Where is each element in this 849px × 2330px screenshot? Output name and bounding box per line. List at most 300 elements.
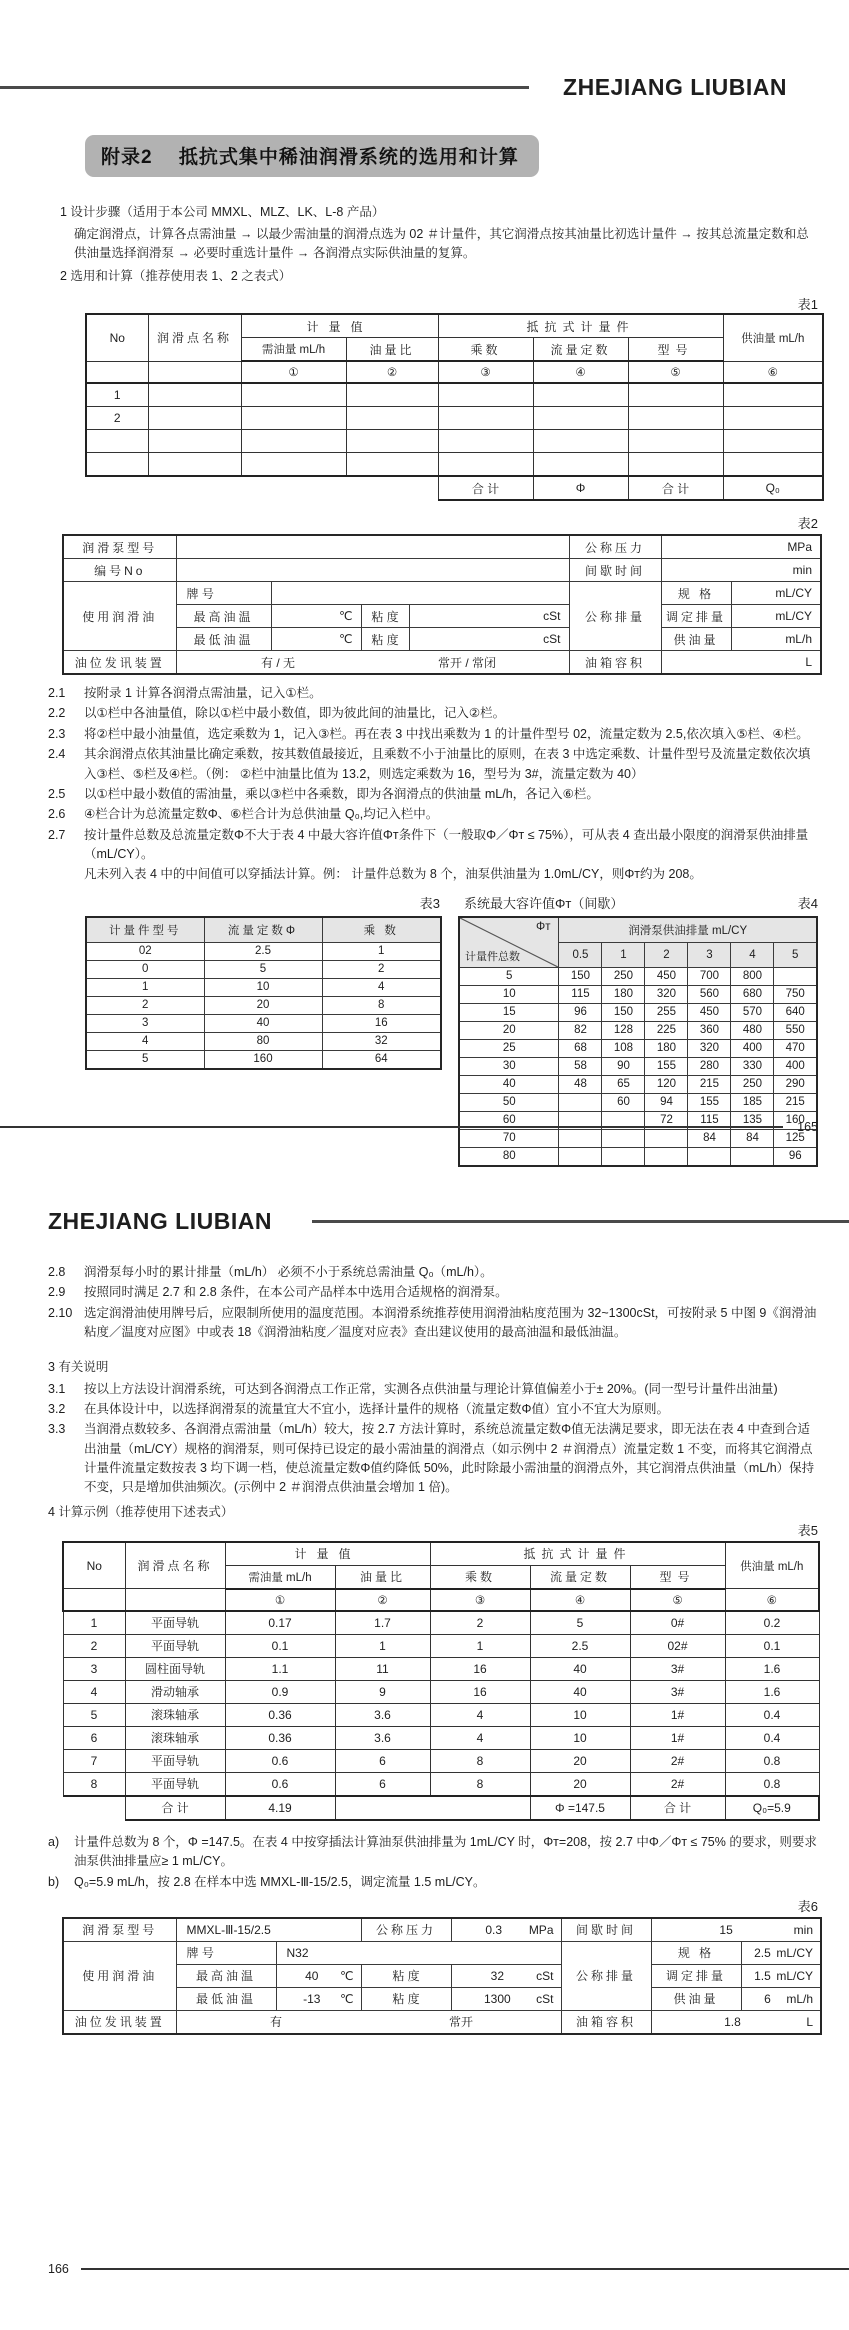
static-text <box>48 1263 820 1282</box>
table-cell: 0.17 <box>225 1611 335 1635</box>
t5-h-no: No <box>63 1542 125 1589</box>
table-cell: 10 <box>204 978 322 996</box>
table-cell: 80 <box>459 1147 559 1166</box>
t6-supply-label: 供油量 <box>651 1987 741 2010</box>
table-row <box>63 1680 819 1703</box>
table1 <box>85 313 824 501</box>
table-cell: ① <box>225 1589 335 1611</box>
static-text <box>742 1992 821 2006</box>
table-cell: 4 <box>322 978 441 996</box>
static-text <box>440 893 818 912</box>
table-cell: 550 <box>774 1021 817 1039</box>
t5-footer-total1: 合 计 <box>125 1796 225 1820</box>
table-row <box>459 1057 817 1075</box>
page1-header <box>0 74 849 101</box>
t4-corner-phi: Φᴛ <box>536 920 551 933</box>
static-text: 2.3 <box>48 726 66 741</box>
table-cell: 0.9 <box>225 1680 335 1703</box>
t2-viscosity1: 粘 度 <box>361 605 409 628</box>
table-cell <box>63 1589 125 1611</box>
table-row <box>86 942 441 960</box>
table-cell: ② <box>346 361 438 383</box>
table-cell: 0.36 <box>225 1703 335 1726</box>
static-text: 凡未列入表 4 中的中间值可以穿插法计算。例： 计量件总数为 8 个，油泵供油量为 1.0mL/CY，则Φᴛ约为 208。 <box>84 867 702 882</box>
table-cell: 滚珠轴承 <box>125 1703 225 1726</box>
table-row <box>459 1003 817 1021</box>
table-cell: 450 <box>645 967 688 985</box>
table-cell: 115 <box>559 985 602 1003</box>
static-text: 2.7 <box>48 827 66 842</box>
table-cell <box>723 430 823 453</box>
t6-unit-l: L <box>806 2014 814 2029</box>
t2-pump-model: 润滑泵型号 <box>63 535 176 559</box>
table-cell: 0.4 <box>725 1703 819 1726</box>
table-cell: 20 <box>459 1021 559 1039</box>
t1-footer-total2: 合 计 <box>628 476 723 500</box>
section-1 <box>60 203 812 286</box>
table-cell: 0 <box>86 960 204 978</box>
t1-h-need: 需油量 mL/h <box>241 338 346 362</box>
table-cell: 平面导轨 <box>125 1772 225 1796</box>
t6-pump-model-value: MMXL-Ⅲ-15/2.5 <box>176 1918 361 1942</box>
table-cell <box>628 453 723 477</box>
table-cell: 2 <box>86 407 148 430</box>
table-cell: 180 <box>645 1039 688 1057</box>
t2-unit-mlh: mL/h <box>731 628 821 651</box>
static-text: 2.10 <box>48 1305 73 1320</box>
table-cell <box>451 1987 561 2010</box>
table-cell: 1.6 <box>725 1680 819 1703</box>
appendix-title: 附录2 抵抗式集中稀油润滑系统的选用和计算 <box>85 135 539 177</box>
static-text <box>48 1400 820 1419</box>
table-row <box>86 996 441 1014</box>
table-cell: 20 <box>530 1772 630 1796</box>
table-cell: 640 <box>774 1003 817 1021</box>
table-row <box>459 1039 817 1057</box>
table-cell: 1 <box>63 1611 125 1635</box>
page1-footer <box>0 1120 818 1134</box>
t4-corner-total: 计量件总数 <box>464 950 520 963</box>
table-cell: 0.2 <box>725 1611 819 1635</box>
table-cell: 800 <box>731 967 774 985</box>
t5-h-supply: 供油量 mL/h <box>725 1542 819 1589</box>
notes-ab <box>48 1833 820 1892</box>
static-text: b) <box>48 1874 60 1889</box>
table-cell: 2.5 <box>204 942 322 960</box>
table-cell: 1 <box>430 1634 530 1657</box>
table-cell: 滑动轴承 <box>125 1680 225 1703</box>
table-cell: 700 <box>688 967 731 985</box>
table-row <box>86 978 441 996</box>
table2-label: 表2 <box>797 516 818 531</box>
table-cell: 2 <box>86 996 204 1014</box>
static-text: 2.4 <box>48 747 66 762</box>
table-cell: 280 <box>688 1057 731 1075</box>
table-cell <box>651 2010 821 2034</box>
t2-unit-cst2: cSt <box>409 628 569 651</box>
static-text <box>48 1873 820 1892</box>
t5-h-model: 型号 <box>630 1565 725 1589</box>
table-cell <box>774 967 817 985</box>
table-cell: 0.1 <box>725 1634 819 1657</box>
t6-visc-label1: 粘 度 <box>361 1964 451 1987</box>
table-cell <box>241 430 346 453</box>
table-cell: 70 <box>459 1129 559 1147</box>
static-text: 2.2 <box>48 706 66 721</box>
static-text <box>177 654 569 671</box>
page2-header <box>48 1208 849 1235</box>
table-cell: 0.8 <box>725 1749 819 1772</box>
static-text: Q₀=5.9 mL/h，按 2.8 在样本中选 MMXL-Ⅲ-15/2.5，调定流量 1.5 mL/CY。 <box>74 1874 486 1889</box>
static-text: 按附录 1 计算各润滑点需油量，记入①栏。 <box>84 686 322 700</box>
brand-logo-text: ZHEJIANG LIUBIAN <box>48 1208 272 1234</box>
t2-unit-cst1: cSt <box>409 605 569 628</box>
t2-unit-mlcy1: mL/CY <box>731 582 821 605</box>
t5-footer-total2: 合 计 <box>630 1796 725 1820</box>
table-cell <box>86 476 438 500</box>
static-text <box>452 1969 561 1983</box>
t6-unit-c1: ℃ <box>340 1968 354 1983</box>
table-cell: 32 <box>322 1032 441 1050</box>
table-cell <box>176 2010 561 2034</box>
table-row <box>63 1749 819 1772</box>
table-cell: 30 <box>459 1057 559 1075</box>
table-cell: 150 <box>559 967 602 985</box>
table-cell <box>148 453 241 477</box>
page1-number: 165 <box>797 1120 818 1134</box>
t2-open-close: 常开 / 常闭 <box>437 655 496 670</box>
table-cell: 72 <box>645 1111 688 1129</box>
static-text: 2.1 <box>48 686 66 700</box>
t2-brand: 牌 号 <box>176 582 271 605</box>
table-cell: 3.6 <box>335 1703 430 1726</box>
table-cell <box>148 430 241 453</box>
table-cell: 65 <box>602 1075 645 1093</box>
t2-nominal-pressure: 公称压力 <box>569 535 661 559</box>
t3-h-flow: 流量定数Φ <box>204 917 322 943</box>
t6-interval-label: 间歇时间 <box>561 1918 651 1942</box>
t1-h-ratio: 油量比 <box>346 338 438 362</box>
table-cell: 750 <box>774 985 817 1003</box>
static-text <box>48 725 820 744</box>
t1-h-mult: 乘数 <box>438 338 533 362</box>
t2-have-none: 有 / 无 <box>260 655 295 670</box>
table-cell: 180 <box>602 985 645 1003</box>
table-cell: 平面导轨 <box>125 1634 225 1657</box>
table-row <box>86 430 823 453</box>
table-cell: 450 <box>688 1003 731 1021</box>
static-text <box>48 684 820 703</box>
table-cell <box>241 453 346 477</box>
table-cell: 60 <box>459 1111 559 1129</box>
t6-brand-value: N32 <box>276 1941 561 1964</box>
table-cell <box>241 407 346 430</box>
t1-footer-q0: Q₀ <box>723 476 823 500</box>
t2-nominal-discharge: 公称排量 <box>569 582 661 651</box>
table-cell: 48 <box>559 1075 602 1093</box>
table-cell: 2.5 <box>530 1634 630 1657</box>
t3-h-mult: 乘 数 <box>322 917 441 943</box>
table-cell <box>438 383 533 407</box>
table-cell: 125 <box>774 1129 817 1147</box>
t2-oil-supply: 供油量 <box>661 628 731 651</box>
table-cell: 6 <box>335 1749 430 1772</box>
table-cell: 1.6 <box>725 1657 819 1680</box>
table-cell: 平面导轨 <box>125 1749 225 1772</box>
table-row <box>86 1050 441 1069</box>
t4-corner-cell <box>459 917 559 968</box>
t6-unit-mlcy2: mL/CY <box>776 1968 814 1983</box>
table-cell: 6 <box>63 1726 125 1749</box>
table-cell: 108 <box>602 1039 645 1057</box>
table-cell <box>86 361 148 383</box>
table-cell: 58 <box>559 1057 602 1075</box>
table5-footer-row <box>63 1796 819 1820</box>
t1-footer-total1: 合 计 <box>438 476 533 500</box>
static-text: 按照同时满足 2.7 和 2.8 条件，在本公司产品样本中选用合适规格的润滑泵。 <box>84 1285 508 1300</box>
table-cell: 155 <box>688 1093 731 1111</box>
static-text <box>48 1380 820 1399</box>
table-cell <box>723 383 823 407</box>
t2-oil-used: 使用润滑油 <box>63 582 176 651</box>
static-text: 2.5 <box>48 786 66 801</box>
table-cell: 02# <box>630 1634 725 1657</box>
brand-logo-text: ZHEJIANG LIUBIAN <box>563 74 787 100</box>
table-cell: 115 <box>688 1111 731 1129</box>
table-cell: ⑤ <box>628 361 723 383</box>
table-row <box>63 1772 819 1796</box>
table-cell <box>651 1918 821 1942</box>
table-cell: 25 <box>459 1039 559 1057</box>
table-cell <box>438 407 533 430</box>
table-cell: 8 <box>430 1749 530 1772</box>
table-cell <box>148 361 241 383</box>
table-cell: 5 <box>204 960 322 978</box>
static-text <box>742 1946 821 1960</box>
table-cell: 8 <box>63 1772 125 1796</box>
table-cell <box>438 430 533 453</box>
table6 <box>62 1917 822 2035</box>
table-cell: 120 <box>645 1075 688 1093</box>
table-cell: 185 <box>731 1093 774 1111</box>
t5-footer-q0: Q₀=5.9 <box>725 1796 819 1820</box>
t1-h-flow-const: 流量定数 <box>533 338 628 362</box>
table-row <box>459 1093 817 1111</box>
static-text: 2.6 <box>48 807 66 822</box>
table-row <box>86 453 823 477</box>
static-text: a) <box>48 1834 60 1849</box>
table-cell <box>148 383 241 407</box>
t5-h-flow-const: 流量定数 <box>530 1565 630 1589</box>
table-cell: 2 <box>430 1611 530 1635</box>
table-cell: 1.1 <box>225 1657 335 1680</box>
table-cell: 360 <box>688 1021 731 1039</box>
t2-tank-volume: 油箱容积 <box>569 651 661 675</box>
table-cell: 4 <box>430 1703 530 1726</box>
table-cell: 290 <box>774 1075 817 1093</box>
table-cell: 7 <box>63 1749 125 1772</box>
t6-tank-value: 1.8 <box>724 2014 741 2029</box>
table-cell: 2# <box>630 1749 725 1772</box>
table-cell: 6 <box>335 1772 430 1796</box>
table-cell: 160 <box>204 1050 322 1069</box>
table-cell <box>533 407 628 430</box>
t6-spec-label: 规 格 <box>651 1941 741 1964</box>
table-cell: 215 <box>688 1075 731 1093</box>
table-cell: 1 <box>322 942 441 960</box>
static-text <box>48 865 84 884</box>
static-text: 3.3 <box>48 1422 66 1437</box>
table-cell: 50 <box>459 1093 559 1111</box>
table-cell: 250 <box>731 1075 774 1093</box>
header-rule <box>0 86 529 89</box>
table-cell: 1# <box>630 1726 725 1749</box>
table-cell <box>63 1796 125 1820</box>
table-cell: 11 <box>335 1657 430 1680</box>
page2-footer <box>48 2262 849 2276</box>
t5-h-mult: 乘数 <box>430 1565 530 1589</box>
table-cell: ① <box>241 361 346 383</box>
t2-max-oil-temp: 最高油温 <box>176 605 271 628</box>
table-cell: 40 <box>530 1680 630 1703</box>
table-cell <box>346 383 438 407</box>
static-text: 其余润滑点依其油量比确定乘数，按其数值最接近，且乘数不小于油量比的原则，在表 3 中选定乘数、计量件型号及流量定数依次填入③栏、⑤栏及④栏。（例： ②栏中油量比值为 13.2，则选定乘数为 16，型号为 3#，流量定数为 40） <box>84 747 811 781</box>
table1-footer-row <box>86 476 823 500</box>
table-cell: 560 <box>688 985 731 1003</box>
table-cell: 40 <box>459 1075 559 1093</box>
t1-h-meter-value: 计量值 <box>241 314 438 338</box>
table-cell: 1 <box>335 1634 430 1657</box>
table-cell <box>346 407 438 430</box>
table-cell <box>86 430 148 453</box>
table-cell: 128 <box>602 1021 645 1039</box>
t5-h-resist-meter: 抵抗式计量件 <box>430 1542 725 1566</box>
table-cell: 5 <box>459 967 559 985</box>
t2-unit-l: L <box>661 651 821 675</box>
static-text <box>177 2013 561 2030</box>
table-cell: 160 <box>774 1111 817 1129</box>
t6-max-temp-label: 最高油温 <box>176 1964 276 1987</box>
table-cell: 215 <box>774 1093 817 1111</box>
t6-unit-mlcy1: mL/CY <box>776 1945 814 1960</box>
t6-set-discharge-label: 调定排量 <box>651 1964 741 1987</box>
table-cell: 16 <box>430 1680 530 1703</box>
static-text <box>48 826 820 865</box>
table-cell <box>86 453 148 477</box>
t5-h-meter-value: 计量值 <box>225 1542 430 1566</box>
table-cell: 400 <box>774 1057 817 1075</box>
table-cell <box>731 1147 774 1166</box>
t5-footer-phi: Φ =147.5 <box>530 1796 630 1820</box>
static-text <box>48 1283 820 1302</box>
table-cell: 320 <box>688 1039 731 1057</box>
table-row <box>86 407 823 430</box>
static-text: 润滑泵每小时的累计排量（mL/h） 必须不小于系统总需油量 Q₀（mL/h）。 <box>84 1265 493 1279</box>
table-cell <box>241 383 346 407</box>
t1-h-resist-meter: 抵抗式计量件 <box>438 314 723 338</box>
static-text <box>277 1969 361 1983</box>
table-cell: 480 <box>731 1021 774 1039</box>
table-cell <box>628 430 723 453</box>
t6-unit-mpa: MPa <box>528 1922 554 1937</box>
t1-h-supply: 供油量 mL/h <box>723 314 823 361</box>
table5-label: 表5 <box>797 1522 818 1538</box>
table-cell: ⑥ <box>723 361 823 383</box>
t2-serial-no: 编号No <box>63 559 176 582</box>
t1-h-point-name: 润滑点名称 <box>148 314 241 361</box>
static-text: 将②栏中最小油量值，选定乘数为 1，记入③栏。再在表 3 中找出乘数为 1 的计量件型号 02，流量定数为 2.5,依次填入⑤栏、④栏。 <box>84 726 809 741</box>
t2-unit-min: min <box>661 559 821 582</box>
notes-28-210 <box>48 1263 820 1343</box>
t3-h-model: 计量件型号 <box>86 917 204 943</box>
t6-level-open: 常开 <box>448 2015 473 2030</box>
table-cell <box>559 1093 602 1111</box>
t6-min-temp-label: 最低油温 <box>176 1987 276 2010</box>
t6-tank-label: 油箱容积 <box>561 2010 651 2034</box>
footer-rule <box>81 2268 849 2270</box>
table-cell: 90 <box>602 1057 645 1075</box>
table-cell: 圆柱面导轨 <box>125 1657 225 1680</box>
static-text <box>0 101 849 177</box>
t6-pressure-value: 0.3 <box>485 1922 502 1937</box>
table-cell: 68 <box>559 1039 602 1057</box>
table6-label: 表6 <box>797 1898 818 1914</box>
table-row <box>86 383 823 407</box>
table-cell: ③ <box>438 361 533 383</box>
table-cell: 15 <box>459 1003 559 1021</box>
table-cell <box>271 582 569 605</box>
section3-heading: 3 有关说明 <box>48 1359 109 1374</box>
table-cell: 320 <box>645 985 688 1003</box>
static-text <box>48 1420 820 1498</box>
t6-unit-min: min <box>793 1922 814 1937</box>
static-text: ④栏合计为总流量定数Φ、⑥栏合计为总供油量 Q₀,均记入栏中。 <box>84 807 439 822</box>
table-cell <box>628 407 723 430</box>
table-cell: 82 <box>559 1021 602 1039</box>
t2-viscosity2: 粘 度 <box>361 628 409 651</box>
table-cell: 2 <box>63 1634 125 1657</box>
table-cell: 20 <box>530 1749 630 1772</box>
table-cell: 5 <box>774 942 817 967</box>
t6-visc-value1: 32 <box>490 1968 504 1983</box>
t6-min-temp-value: -13 <box>303 1991 321 2006</box>
table-row <box>459 967 817 985</box>
table-cell: 680 <box>731 985 774 1003</box>
table-cell: 96 <box>774 1147 817 1166</box>
static-text: 2.8 <box>48 1265 66 1279</box>
footer-rule <box>0 1126 783 1128</box>
table-cell: ④ <box>530 1589 630 1611</box>
table-cell: 1# <box>630 1703 725 1726</box>
static-text: 3.2 <box>48 1401 66 1416</box>
table-cell: 96 <box>559 1003 602 1021</box>
t6-supply-value: 6 <box>764 1991 771 2006</box>
table-row <box>63 1611 819 1635</box>
header-rule <box>312 1220 849 1223</box>
static-text <box>452 1992 561 2006</box>
table-cell: ⑥ <box>725 1589 819 1611</box>
table-cell <box>148 407 241 430</box>
table-cell: 330 <box>731 1057 774 1075</box>
table-cell: 255 <box>645 1003 688 1021</box>
table-cell: 225 <box>645 1021 688 1039</box>
notes-2x <box>48 684 820 885</box>
section1-body: 确定润滑点，计算各点需油量 → 以最少需油量的润滑点选为 02 ＃计量件，其它润滑点按其油量比初选计量件 → 按其总流量定数和总供油量选择润滑泵 → 必要时重选计量件 → 各润滑点实际供油量的复算。 <box>74 226 809 260</box>
t2-level-device: 油位发讯装置 <box>63 651 176 675</box>
table-row <box>86 1014 441 1032</box>
static-text <box>48 865 820 884</box>
t6-visc-value2: 1300 <box>483 1991 511 2006</box>
